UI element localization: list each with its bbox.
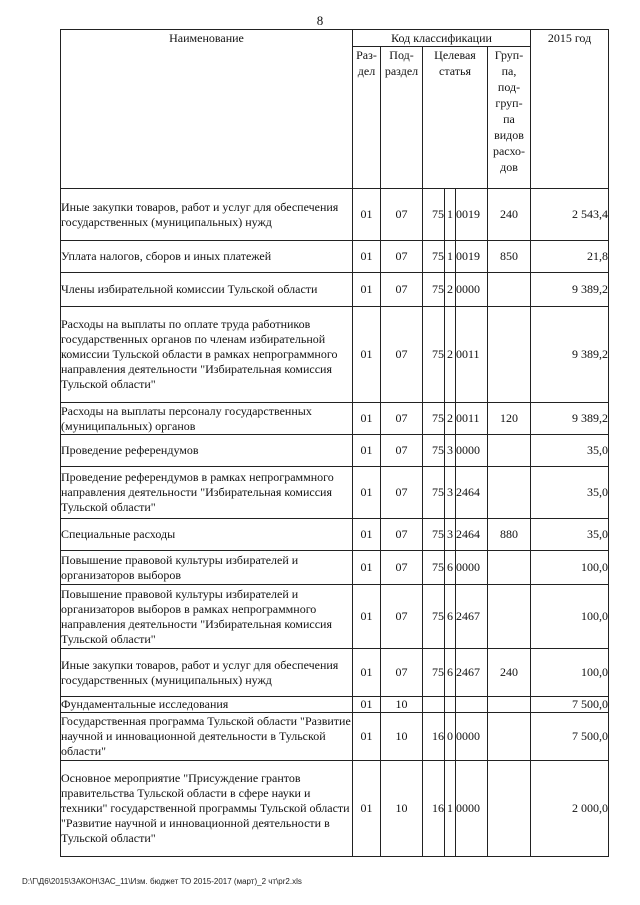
row-target-program: 75	[423, 403, 445, 435]
row-vid	[488, 273, 531, 307]
row-target-sub: 2	[445, 307, 456, 403]
row-vid: 850	[488, 241, 531, 273]
row-razdel: 01	[353, 519, 381, 551]
row-amount: 9 389,2	[531, 403, 609, 435]
header-name: Наименование	[61, 30, 353, 189]
row-vid: 120	[488, 403, 531, 435]
row-amount: 35,0	[531, 435, 609, 467]
header-year: 2015 год	[531, 30, 609, 189]
row-target-code: 0011	[456, 307, 488, 403]
row-razdel: 01	[353, 403, 381, 435]
row-amount: 100,0	[531, 649, 609, 697]
header-subsection: Под- раздел	[381, 47, 423, 189]
row-razdel: 01	[353, 585, 381, 649]
row-amount: 2 543,4	[531, 189, 609, 241]
row-target-sub: 0	[445, 713, 456, 761]
row-target-sub: 1	[445, 189, 456, 241]
row-target-code	[456, 697, 488, 713]
row-name: Проведение референдумов	[61, 435, 353, 467]
row-target-code: 0011	[456, 403, 488, 435]
row-target-program: 75	[423, 435, 445, 467]
row-name: Иные закупки товаров, работ и услуг для обеспечения государственных (муниципальных) нужд	[61, 189, 353, 241]
row-name: Государственная программа Тульской области "Развитие научной и инновационной деятельности в Тульской области"	[61, 713, 353, 761]
row-amount: 100,0	[531, 551, 609, 585]
row-podrazdel: 07	[381, 189, 423, 241]
row-target-sub	[445, 697, 456, 713]
row-vid: 240	[488, 189, 531, 241]
table-row	[61, 435, 609, 467]
row-podrazdel: 07	[381, 551, 423, 585]
row-amount: 100,0	[531, 585, 609, 649]
row-podrazdel: 07	[381, 403, 423, 435]
row-target-sub: 6	[445, 649, 456, 697]
row-target-code: 0019	[456, 241, 488, 273]
row-vid	[488, 551, 531, 585]
table-row	[61, 519, 609, 551]
row-vid	[488, 761, 531, 857]
row-razdel: 01	[353, 435, 381, 467]
row-name: Члены избирательной комиссии Тульской области	[61, 273, 353, 307]
row-target-program: 75	[423, 273, 445, 307]
row-target-code: 0019	[456, 189, 488, 241]
row-name: Фундаментальные исследования	[61, 697, 353, 713]
row-vid	[488, 467, 531, 519]
row-target-code: 0000	[456, 713, 488, 761]
row-razdel: 01	[353, 697, 381, 713]
table-row	[61, 273, 609, 307]
row-amount: 35,0	[531, 519, 609, 551]
row-name: Иные закупки товаров, работ и услуг для обеспечения государственных (муниципальных) нужд	[61, 649, 353, 697]
header-section: Раз- дел	[353, 47, 381, 189]
row-razdel: 01	[353, 551, 381, 585]
row-target-sub: 3	[445, 467, 456, 519]
row-target-code: 0000	[456, 273, 488, 307]
row-target-program: 75	[423, 649, 445, 697]
row-podrazdel: 07	[381, 435, 423, 467]
row-vid	[488, 307, 531, 403]
row-name: Повышение правовой культуры избирателей и организаторов выборов	[61, 551, 353, 585]
table-body	[61, 189, 609, 857]
row-vid	[488, 585, 531, 649]
table-row	[61, 585, 609, 649]
row-amount: 35,0	[531, 467, 609, 519]
row-name: Специальные расходы	[61, 519, 353, 551]
row-target-program: 75	[423, 467, 445, 519]
row-razdel: 01	[353, 307, 381, 403]
row-podrazdel: 10	[381, 713, 423, 761]
row-target-program: 75	[423, 519, 445, 551]
row-podrazdel: 07	[381, 585, 423, 649]
table-row	[61, 761, 609, 857]
row-name: Проведение референдумов в рамках непрограммного направления деятельности "Избирательная комиссия Тульской области"	[61, 467, 353, 519]
row-target-program: 75	[423, 551, 445, 585]
header-group: Груп- па, под- груп- па видов расхо- дов	[488, 47, 531, 189]
table-row	[61, 713, 609, 761]
row-target-code: 2467	[456, 649, 488, 697]
page-number: 8	[316, 13, 324, 28]
budget-table	[60, 29, 609, 857]
row-target-program: 75	[423, 307, 445, 403]
row-podrazdel: 07	[381, 467, 423, 519]
row-target-code: 0000	[456, 761, 488, 857]
row-vid: 880	[488, 519, 531, 551]
table-row	[61, 697, 609, 713]
row-name: Основное мероприятие "Присуждение грантов правительства Тульской области в сфере науки и техники" государственной программы Тульской области "Развитие научной и инновационной деятельности в Тульской области"	[61, 761, 353, 857]
table-row	[61, 189, 609, 241]
row-target-program: 75	[423, 585, 445, 649]
row-target-code: 0000	[456, 435, 488, 467]
table-row	[61, 403, 609, 435]
table-row	[61, 241, 609, 273]
table-row	[61, 649, 609, 697]
row-vid	[488, 713, 531, 761]
row-amount: 7 500,0	[531, 697, 609, 713]
row-razdel: 01	[353, 241, 381, 273]
header-target: Целевая статья	[423, 47, 488, 189]
row-podrazdel: 07	[381, 649, 423, 697]
row-razdel: 01	[353, 649, 381, 697]
row-target-code: 2467	[456, 585, 488, 649]
row-target-code: 2464	[456, 467, 488, 519]
header-classification: Код классификации	[353, 30, 531, 47]
row-target-code: 0000	[456, 551, 488, 585]
row-vid: 240	[488, 649, 531, 697]
row-podrazdel: 10	[381, 697, 423, 713]
table-row	[61, 467, 609, 519]
row-target-sub: 2	[445, 403, 456, 435]
row-target-sub: 1	[445, 241, 456, 273]
row-target-sub: 1	[445, 761, 456, 857]
row-podrazdel: 07	[381, 519, 423, 551]
row-razdel: 01	[353, 189, 381, 241]
row-target-program: 16	[423, 713, 445, 761]
row-amount: 2 000,0	[531, 761, 609, 857]
row-name: Уплата налогов, сборов и иных платежей	[61, 241, 353, 273]
row-target-code: 2464	[456, 519, 488, 551]
row-razdel: 01	[353, 713, 381, 761]
row-razdel: 01	[353, 273, 381, 307]
row-amount: 7 500,0	[531, 713, 609, 761]
row-podrazdel: 07	[381, 307, 423, 403]
row-name: Расходы на выплаты по оплате труда работников государственных органов по членам избирательной комиссии Тульской области в рамках непрограммного направления деятельности "Избирательная комиссия Тульской области"	[61, 307, 353, 403]
row-razdel: 01	[353, 467, 381, 519]
row-vid	[488, 697, 531, 713]
file-path-footer: D:\Г\Д6\2015\ЗАКОН\ЗАС_11\Изм. бюджет ТО 2015-2017 (март)_2 чт\pr2.xls	[22, 877, 302, 886]
row-target-program: 75	[423, 241, 445, 273]
row-target-sub: 6	[445, 585, 456, 649]
row-target-sub: 6	[445, 551, 456, 585]
table-row	[61, 551, 609, 585]
row-target-sub: 3	[445, 519, 456, 551]
row-podrazdel: 10	[381, 761, 423, 857]
row-name: Расходы на выплаты персоналу государственных (муниципальных) органов	[61, 403, 353, 435]
row-podrazdel: 07	[381, 241, 423, 273]
row-target-sub: 3	[445, 435, 456, 467]
table-row	[61, 307, 609, 403]
row-amount: 9 389,2	[531, 273, 609, 307]
row-target-program: 16	[423, 761, 445, 857]
row-name: Повышение правовой культуры избирателей и организаторов выборов в рамках непрограммного направления деятельности "Избирательная комиссия Тульской области"	[61, 585, 353, 649]
row-amount: 9 389,2	[531, 307, 609, 403]
row-razdel: 01	[353, 761, 381, 857]
row-podrazdel: 07	[381, 273, 423, 307]
row-target-program	[423, 697, 445, 713]
row-target-sub: 2	[445, 273, 456, 307]
row-vid	[488, 435, 531, 467]
row-amount: 21,8	[531, 241, 609, 273]
row-target-program: 75	[423, 189, 445, 241]
